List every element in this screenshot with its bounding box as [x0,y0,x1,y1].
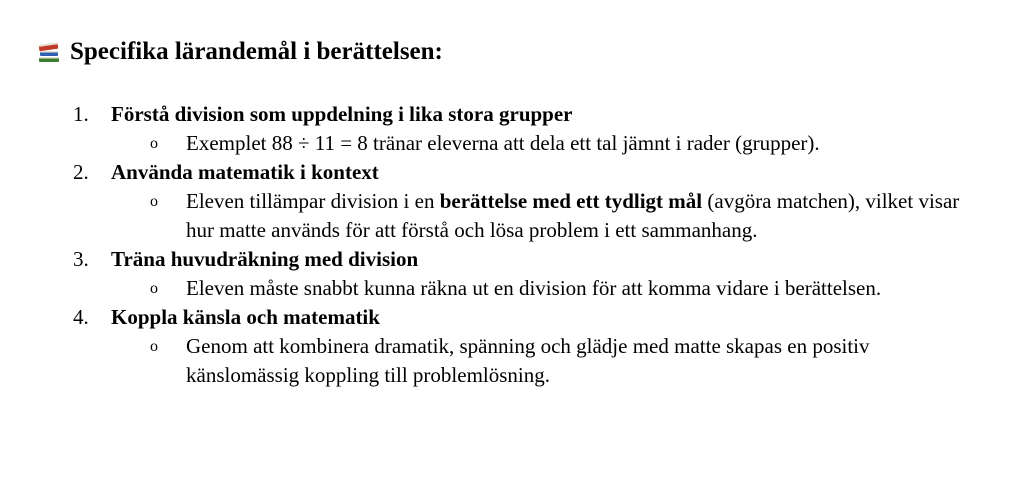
item-number: 2. [73,160,89,184]
sub-item-text: Genom att kombinera dramatik, spänning och glädje med matte skapas en positiv känslomässig koppling till problemlösning. [186,334,870,387]
sub-item [0,332,1024,390]
section-title: Specifika lärandemål i berättelsen: [70,38,443,65]
list-item [0,158,1024,187]
item-title: Koppla känsla och matematik [111,305,380,329]
sub-item [0,274,1024,303]
item-title: Förstå division som uppdelning i lika stora grupper [111,102,573,126]
sub-item [0,187,1024,245]
list-item [0,245,1024,274]
list-item [0,100,1024,129]
sub-item-text: Eleven tillämpar division i en berättelse med ett tydligt mål (avgöra matchen), vilket visar hur matte används för att förstå och lösa problem i ett sammanhang. [186,189,960,242]
list-item [0,303,1024,332]
learning-goals-list [0,100,1024,390]
item-title: Använda matematik i kontext [111,160,379,184]
books-icon [36,39,62,65]
item-title: Träna huvudräkning med division [111,247,419,271]
item-number: 4. [73,305,89,329]
item-number: 1. [73,102,89,126]
item-number: 3. [73,247,89,271]
sub-item [0,129,1024,158]
sub-item-text: Exemplet 88 ÷ 11 = 8 tränar eleverna att dela ett tal jämnt i rader (grupper). [186,131,820,155]
section-heading [36,34,443,70]
sub-item-text: Eleven måste snabbt kunna räkna ut en division för att komma vidare i berättelsen. [186,276,882,300]
circle-bullet-icon: o [150,135,158,152]
circle-bullet-icon: o [150,193,158,210]
circle-bullet-icon: o [150,338,158,355]
circle-bullet-icon: o [150,280,158,297]
